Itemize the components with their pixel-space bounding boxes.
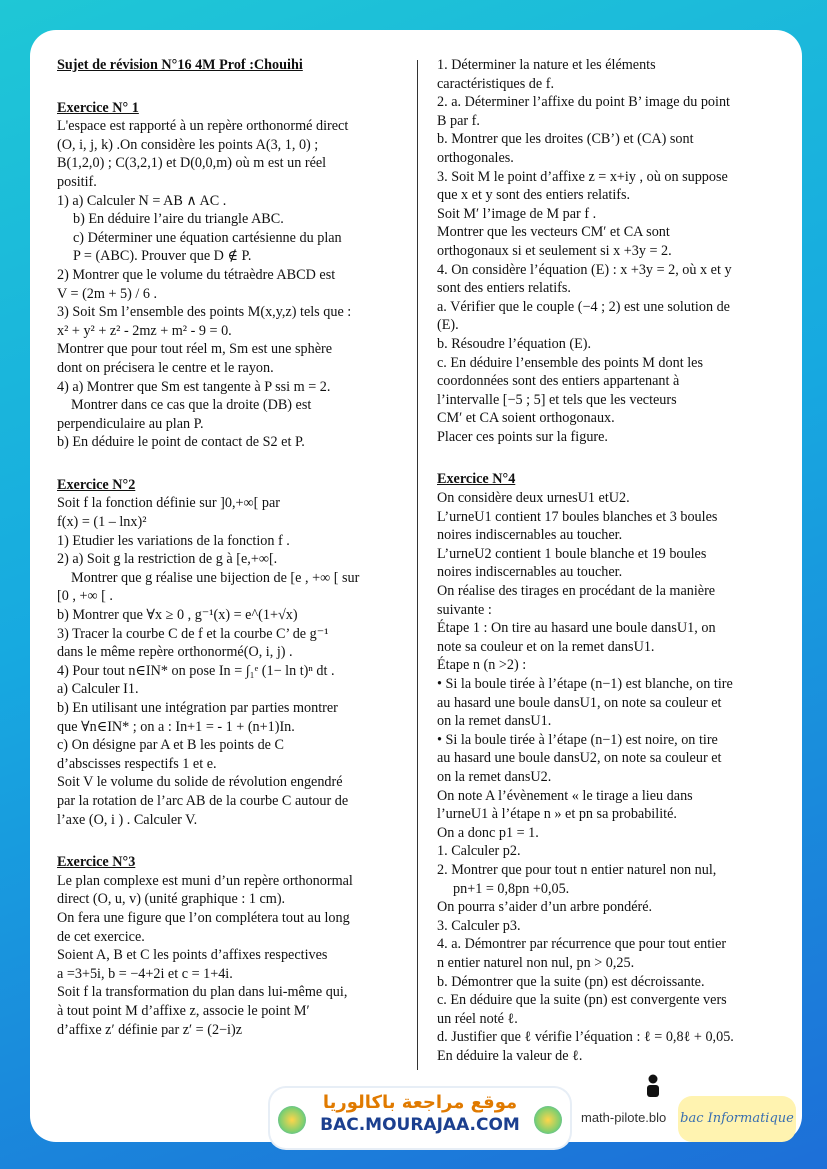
text-line: l’urneU1 à l’étape n » et pn sa probabilité. <box>437 806 677 823</box>
text-line: d’abscisses respectifs 1 et e. <box>57 755 217 772</box>
text-line: Soit f la transformation du plan dans lui-même qui, <box>57 984 348 1001</box>
text-line: coordonnées sont des entiers appartenant à <box>437 373 680 390</box>
left-column <box>57 56 407 1039</box>
text-line: orthogonaux si et seulement si x +3y = 2. <box>437 242 672 259</box>
bac-informatique-logo: bac Informatique <box>678 1096 796 1142</box>
text-line: B(1,2,0) ; C(3,2,1) et D(0,0,m) où m est un réel <box>57 155 327 172</box>
text-line: dont on précisera le centre et le rayon. <box>57 359 274 376</box>
text-line: Montrer que g réalise une bijection de [e , +∞ [ sur <box>71 569 360 586</box>
text-line: d’affixe z′ définie par z′ = (2−i)z <box>57 1021 243 1038</box>
text-line: En déduire la valeur de ℓ. <box>437 1047 583 1064</box>
banner-arabic-title: موقع مراجعة باكالوريا <box>322 1092 518 1113</box>
text-line: 4. On considère l’équation (E) : x +3y = 2, où x et y <box>437 261 732 278</box>
text-line: au hasard une boule dansU2, on note sa couleur et <box>437 750 722 767</box>
text-line: par la rotation de l’arc AB de la courbe C autour de <box>57 792 349 809</box>
text-line: On note A l’évènement « le tirage a lieu dans <box>437 787 693 804</box>
text-line: 2. Montrer que pour tout n entier naturel non nul, <box>437 861 717 878</box>
text-line: de cet exercice. <box>57 928 145 945</box>
text-line: 1. Calculer p2. <box>437 843 521 860</box>
text-line: b) En déduire le point de contact de S2 et P. <box>57 434 305 451</box>
text-line: 3) Soit Sm l’ensemble des points M(x,y,z) tels que : <box>57 304 352 321</box>
text-line: Étape n (n >2) : <box>437 657 527 674</box>
text-line: c) Déterminer une équation cartésienne du plan <box>73 229 342 246</box>
badge-icon <box>534 1106 562 1134</box>
text-line: 1. Déterminer la nature et les éléments <box>437 57 656 73</box>
text-line: 2. a. Déterminer l’affixe du point B’ image du point <box>437 94 730 111</box>
text-line: Soit f la fonction définie sur ]0,+∞[ par <box>57 495 280 512</box>
text-line: Soit M′ l’image de M par f . <box>437 205 597 222</box>
text-line: On considère deux urnesU1 etU2. <box>437 490 630 507</box>
exercise-title: Exercice N° 1 <box>57 99 139 116</box>
text-line: c) On désigne par A et B les points de C <box>57 737 284 754</box>
column-divider <box>417 60 418 1070</box>
right-column <box>437 56 772 1065</box>
text-line: V = (2m + 5) / 6 . <box>57 285 158 302</box>
text-line: c. En déduire l’ensemble des points M dont les <box>437 354 703 371</box>
text-line: 3) Tracer la courbe C de f et la courbe C’ de g⁻¹ <box>57 625 329 642</box>
spacer <box>57 452 407 464</box>
text-line: 3. Calculer p3. <box>437 917 521 934</box>
text-line: a. Vérifier que le couple (−4 ; 2) est une solution de <box>437 298 730 315</box>
text-line: l’axe (O, i ) . Calculer V. <box>57 811 198 828</box>
text-line: n entier naturel non nul, pn > 0,25. <box>437 954 635 971</box>
spacer <box>57 75 407 87</box>
text-line: que ∀n∈IN* ; on a : In+1 = - 1 + (n+1)In. <box>57 718 295 735</box>
left-lines <box>57 75 407 1040</box>
text-line: CM′ et CA soient orthogonaux. <box>437 410 615 427</box>
text-line: B par f. <box>437 112 480 129</box>
text-line: On pourra s’aider d’un arbre pondéré. <box>437 899 653 916</box>
text-line: • Si la boule tirée à l’étape (n−1) est noire, on tire <box>437 731 718 748</box>
text-line: 4. a. Démontrer par récurrence que pour tout entier <box>437 936 727 953</box>
person-icon <box>644 1074 662 1098</box>
right-lines <box>437 56 772 1065</box>
text-line: Placer ces points sur la figure. <box>437 428 608 445</box>
text-line: sont des entiers relatifs. <box>437 280 571 297</box>
text-line: à tout point M d’affixe z, associe le point M′ <box>57 1002 310 1019</box>
text-line: pn+1 = 0,8pn +0,05. <box>453 880 570 897</box>
text-line: que x et y sont des entiers relatifs. <box>437 187 631 204</box>
text-line: On fera une figure que l’on complétera tout au long <box>57 909 350 926</box>
text-line: On a donc p1 = 1. <box>437 824 539 841</box>
text-line: b) En déduire l’aire du triangle ABC. <box>73 211 284 228</box>
text-line: perpendiculaire au plan P. <box>57 415 204 432</box>
spacer <box>57 829 407 841</box>
site-url[interactable]: math-pilote.blo <box>581 1110 667 1125</box>
text-line: (O, i, j, k) .On considère les points A(3, 1, 0) ; <box>57 136 319 153</box>
text-line: noires indiscernables au toucher. <box>437 564 623 581</box>
exercise-title: Exercice N°2 <box>57 476 136 493</box>
spacer <box>437 446 772 458</box>
text-line: L’urneU2 contient 1 boule blanche et 19 boules <box>437 545 707 562</box>
text-line: c. En déduire que la suite (pn) est convergente vers <box>437 992 727 1009</box>
text-line: P = (ABC). Prouver que D ∉ P. <box>73 248 252 265</box>
text-line: f(x) = (1 – lnx)² <box>57 514 147 531</box>
text-line: l’intervalle [−5 ; 5] et tels que les vecteurs <box>437 391 677 408</box>
exam-sheet <box>30 30 802 1142</box>
text-line: b. Résoudre l’équation (E). <box>437 335 592 352</box>
text-line: [0 , +∞ [ . <box>57 588 113 605</box>
text-line: caractéristiques de f. <box>437 75 554 92</box>
text-line: 1) Etudier les variations de la fonction f . <box>57 532 290 549</box>
exercise-title: Exercice N°3 <box>57 854 136 871</box>
text-line: on la remet dansU2. <box>437 768 552 785</box>
site-banner[interactable] <box>270 1088 570 1148</box>
text-line: on la remet dansU1. <box>437 713 552 730</box>
text-line: Montrer que les vecteurs CM′ et CA sont <box>437 224 670 241</box>
text-line: x² + y² + z² - 2mz + m² - 9 = 0. <box>57 322 232 339</box>
text-line: positif. <box>57 173 97 190</box>
text-line: dans le même repère orthonormé(O, i, j) . <box>57 644 293 661</box>
text-line: 2) Montrer que le volume du tétraèdre ABCD est <box>57 266 336 283</box>
text-line: (E). <box>437 317 459 334</box>
text-line: b) Montrer que ∀x ≥ 0 , g⁻¹(x) = e^(1+√x) <box>57 607 298 624</box>
text-line: 2) a) Soit g la restriction de g à [e,+∞[. <box>57 551 278 568</box>
text-line: On réalise des tirages en procédant de la manière <box>437 583 716 600</box>
text-line: orthogonales. <box>437 149 514 166</box>
text-line: noires indiscernables au toucher. <box>437 527 623 544</box>
text-line: L'espace est rapporté à un repère orthonormé direct <box>57 118 349 135</box>
text-line: b. Démontrer que la suite (pn) est décroissante. <box>437 973 705 990</box>
text-line: note sa couleur et on la remet dansU1. <box>437 638 655 655</box>
text-line: 4) Pour tout n∈IN* on pose In = ∫₁ᵉ (1− ln t)ⁿ dt . <box>57 662 335 679</box>
text-line: 1) a) Calculer N = AB ∧ AC . <box>57 192 227 209</box>
text-line: b) En utilisant une intégration par parties montrer <box>57 700 338 716</box>
text-line: au hasard une boule dansU1, on note sa couleur et <box>437 694 722 711</box>
sheet-header: Sujet de révision N°16 4M Prof :Chouihi <box>57 57 303 73</box>
text-line: Soient A, B et C les points d’affixes respectives <box>57 947 328 964</box>
text-line: Soit V le volume du solide de révolution engendré <box>57 774 343 791</box>
banner-url[interactable]: BAC.MOURAJAA.COM <box>320 1115 520 1135</box>
text-line: 3. Soit M le point d’affixe z = x+iy , où on suppose <box>437 168 728 185</box>
text-line: L’urneU1 contient 17 boules blanches et 3 boules <box>437 508 718 525</box>
text-line: b. Montrer que les droites (CB’) et (CA) sont <box>437 131 694 148</box>
text-line: Montrer que pour tout réel m, Sm est une sphère <box>57 341 333 358</box>
text-line: d. Justifier que ℓ vérifie l’équation : ℓ = 0,8ℓ + 0,05. <box>437 1029 734 1046</box>
text-line: un réel noté ℓ. <box>437 1010 518 1027</box>
text-line: direct (O, u, v) (unité graphique : 1 cm). <box>57 891 286 908</box>
text-line: 4) a) Montrer que Sm est tangente à P ssi m = 2. <box>57 378 331 395</box>
text-line: Étape 1 : On tire au hasard une boule dansU1, on <box>437 620 716 637</box>
text-line: • Si la boule tirée à l’étape (n−1) est blanche, on tire <box>437 676 733 692</box>
footer <box>30 1088 802 1148</box>
text-line: Le plan complexe est muni d’un repère orthonormal <box>57 872 353 889</box>
text-line: a) Calculer I1. <box>57 681 139 698</box>
text-line: Montrer dans ce cas que la droite (DB) est <box>71 397 312 414</box>
badge-icon <box>278 1106 306 1134</box>
text-line: a =3+5i, b = −4+2i et c = 1+4i. <box>57 965 233 982</box>
text-line: suivante : <box>437 601 492 618</box>
exercise-title: Exercice N°4 <box>437 471 516 488</box>
